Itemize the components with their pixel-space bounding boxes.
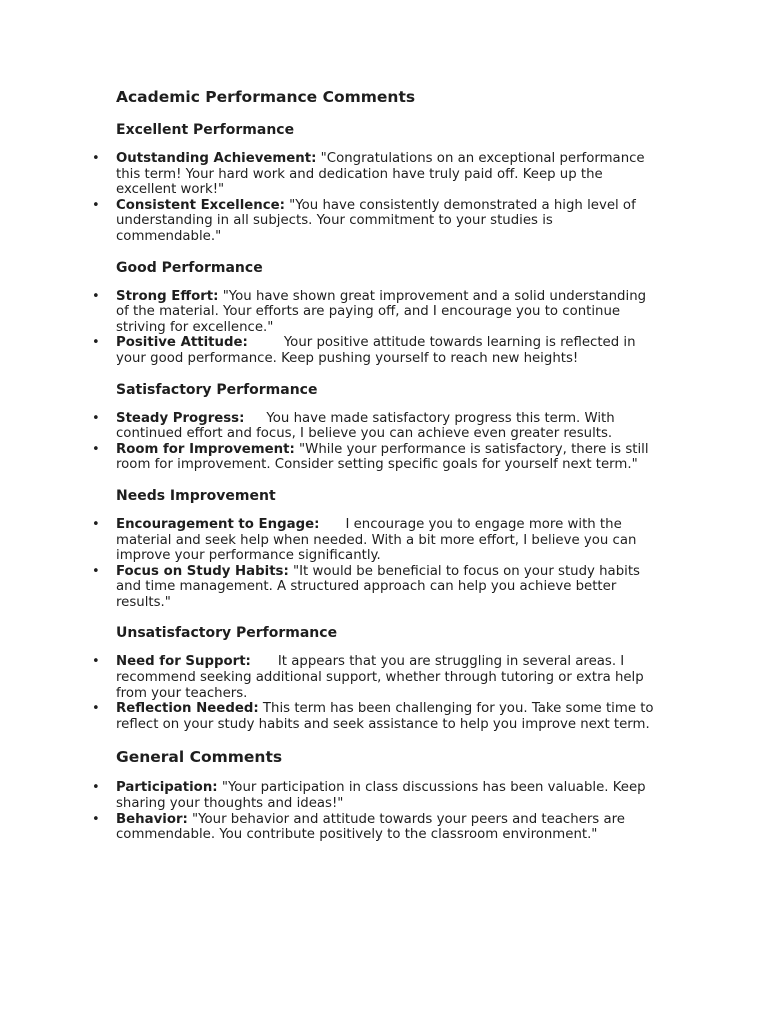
list-excellent <box>92 151 656 245</box>
list-item <box>92 335 656 366</box>
list-item <box>92 563 656 611</box>
bullet-icon: • <box>92 410 100 426</box>
bullet-icon: • <box>92 701 100 717</box>
item-term: Consistent Excellence: <box>116 197 285 213</box>
list-item <box>92 780 656 812</box>
section-heading-good: Good Performance <box>116 259 263 276</box>
bullet-icon: • <box>92 780 100 796</box>
item-text: "While your performance is satisfactory, there is still room for improvement. Consider setting specific goals for yourself next term." <box>116 441 649 473</box>
section-heading-general: General Comments <box>116 748 283 767</box>
item-text: Your positive attitude towards learning is reflected in your good performance. Keep pushing yourself to reach new heights! <box>116 335 636 366</box>
list-item <box>92 441 656 473</box>
item-term: Strong Effort: <box>116 288 219 304</box>
item-term: Steady Progress: <box>116 410 245 426</box>
item-text: "You have consistently demonstrated a high level of understanding in all subjects. Your commitment to your studies is commendable." <box>116 197 636 244</box>
section-heading-needs-improvement: Needs Improvement <box>116 487 276 504</box>
bullet-icon: • <box>92 811 100 827</box>
item-text: "It would be beneficial to focus on your study habits and time management. A structured approach can help you achieve better results." <box>116 563 640 610</box>
item-text: This term has been challenging for you. Take some time to reflect on your study habits and seek assistance to help you improve next term. <box>116 701 654 732</box>
list-item <box>92 410 656 442</box>
bullet-icon: • <box>92 654 100 670</box>
document-title: Academic Performance Comments <box>116 88 416 106</box>
item-term: Room for Improvement: <box>116 441 295 457</box>
list-item <box>92 654 656 701</box>
item-text: "Your behavior and attitude towards your peers and teachers are commendable. You contribute positively to the classroom environment." <box>116 811 625 843</box>
list-needs-improvement <box>92 516 656 611</box>
bullet-icon: • <box>92 563 100 579</box>
section-heading-satisfactory: Satisfactory Performance <box>116 381 318 398</box>
bullet-icon: • <box>92 516 100 532</box>
list-item <box>92 516 656 564</box>
bullet-icon: • <box>92 197 100 213</box>
list-general <box>92 780 656 843</box>
item-text: "You have shown great improvement and a solid understanding of the material. Your efforts are paying off, and I encourage you to continue striving for excellence." <box>116 288 647 335</box>
list-item <box>92 197 656 245</box>
section-heading-unsatisfactory: Unsatisfactory Performance <box>116 625 338 642</box>
item-term: Positive Attitude: <box>116 335 248 351</box>
item-text: You have made satisfactory progress this term. With continued effort and focus, I believe you can achieve even greater results. <box>116 410 615 442</box>
item-text: "Congratulations on an exceptional performance this term! Your hard work and dedication have truly paid off. Keep up the excellent work!" <box>116 151 645 198</box>
item-term: Reflection Needed: <box>116 701 259 717</box>
item-text: "Your participation in class discussions has been valuable. Keep sharing your thoughts and ideas!" <box>116 780 646 812</box>
bullet-icon: • <box>92 151 100 166</box>
document-page <box>92 86 656 857</box>
item-text: I encourage you to engage more with the material and seek help when needed. With a bit more effort, I believe you can improve your performance significantly. <box>116 516 637 564</box>
item-text: It appears that you are struggling in several areas. I recommend seeking additional support, whether through tutoring or extra help from your teachers. <box>116 654 644 701</box>
item-term: Participation: <box>116 780 218 796</box>
bullet-icon: • <box>92 335 100 351</box>
item-term: Encouragement to Engage: <box>116 516 320 532</box>
list-item <box>92 151 656 198</box>
list-unsatisfactory <box>92 654 656 732</box>
item-term: Outstanding Achievement: <box>116 151 317 166</box>
item-term: Behavior: <box>116 811 188 827</box>
list-item <box>92 811 656 843</box>
section-heading-excellent: Excellent Performance <box>116 122 295 138</box>
bullet-icon: • <box>92 441 100 457</box>
list-good <box>92 288 656 367</box>
list-item <box>92 701 656 732</box>
bullet-icon: • <box>92 288 100 304</box>
list-item <box>92 288 656 336</box>
item-term: Need for Support: <box>116 654 251 670</box>
list-satisfactory <box>92 410 656 473</box>
item-term: Focus on Study Habits: <box>116 563 289 579</box>
